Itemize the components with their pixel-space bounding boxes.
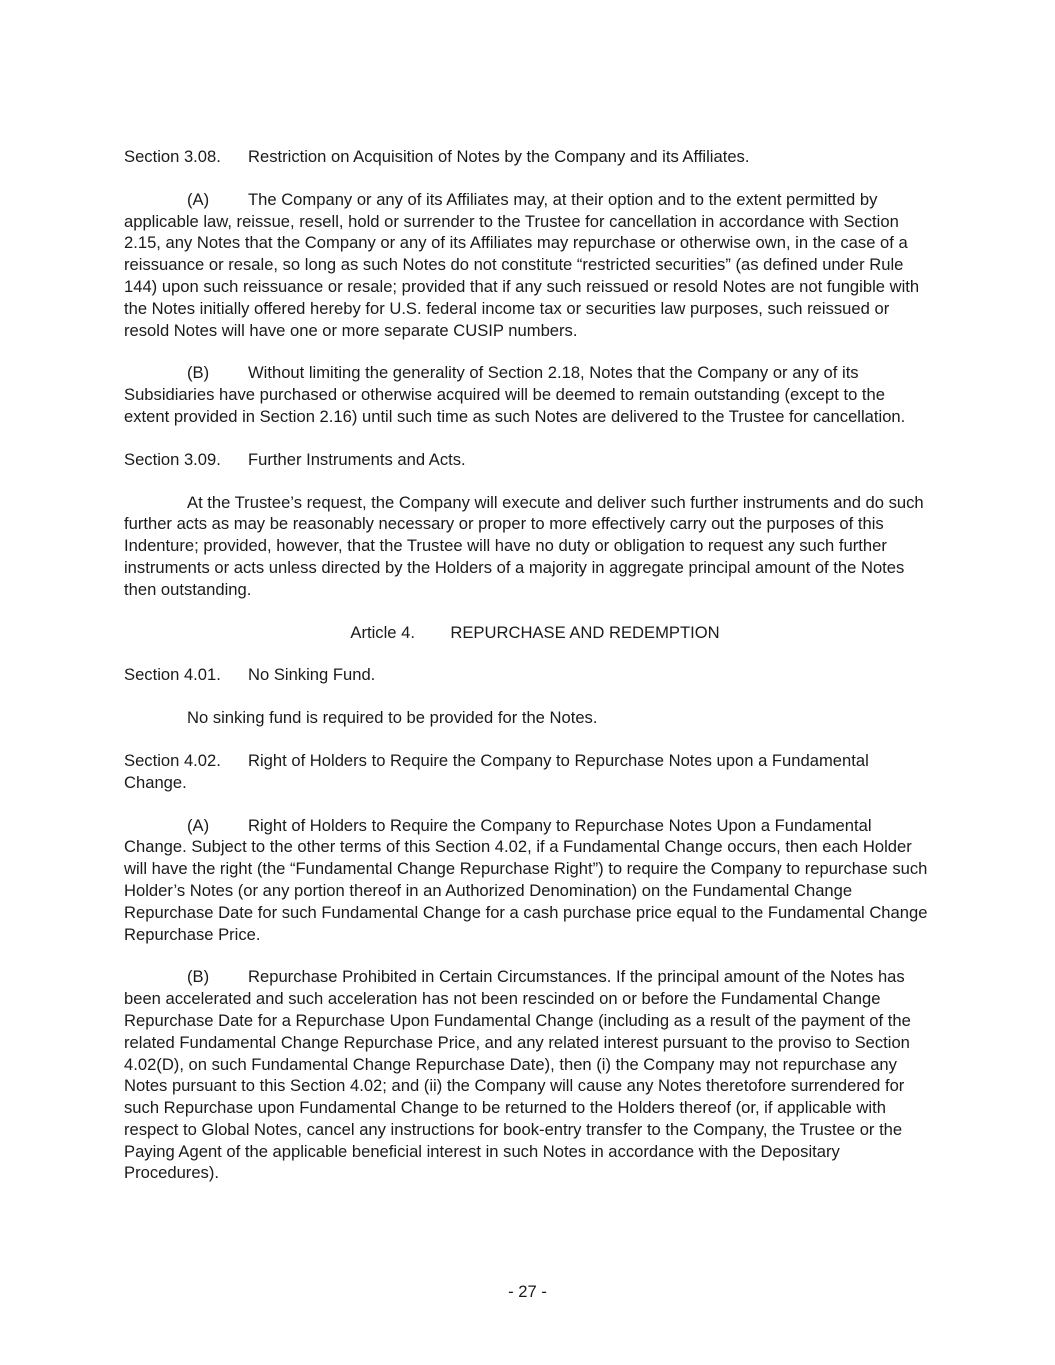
- paragraph-text: Right of Holders to Require the Company to Repurchase Notes Upon a Fundamental Change. Subject to the other terms of this Section 4.02, if a Fundamental Change occurs, then each Holder will have the right (the “Fundamental Change Repurchase Right”) to require the Company to repurchase such Holder’s Notes (or any portion thereof in an Authorized Denomination) on the Fundamental Change Repurchase Date for such Fundamental Change for a cash purchase price equal to the Fundamental Change Repurchase Price.: [124, 815, 928, 944]
- section-4-01-heading: [124, 664, 934, 686]
- paragraph-label: (A): [187, 815, 210, 835]
- section-3-08-paragraph-b: [124, 362, 934, 427]
- section-number: Section 3.09.: [124, 449, 221, 469]
- section-4-02-paragraph-a: [124, 815, 934, 946]
- section-4-02-paragraph-b: [124, 966, 934, 1184]
- section-4-02-heading: [124, 750, 934, 794]
- document-page: [124, 146, 934, 1205]
- paragraph-text: The Company or any of its Affiliates may, at their option and to the extent permitted by applicable law, reissue, resell, hold or surrender to the Trustee for cancellation in accordance with Section 2.15, any Notes that the Company or any of its Affiliates may repurchase or otherwise own, in the case of a reissuance or resale, so long as such Notes do not constitute “restricted securities” (as defined under Rule 144) upon such reissuance or resale; provided that if any such reissued or resold Notes are not fungible with the Notes initially offered hereby for U.S. federal income tax or securities law purposes, such reissued or resold Notes will have one or more separate CUSIP numbers.: [124, 189, 920, 340]
- paragraph-label: (A): [187, 189, 210, 209]
- section-title: Right of Holders to Require the Company to Repurchase Notes upon a Fundamental Change.: [124, 750, 869, 792]
- article-4-heading: [124, 622, 934, 644]
- section-3-08-paragraph-a: [124, 189, 934, 342]
- section-number: Section 3.08.: [124, 147, 221, 166]
- section-3-09-paragraph: [124, 492, 934, 601]
- article-title: REPURCHASE AND REDEMPTION: [450, 622, 720, 642]
- paragraph-text: Without limiting the generality of Section 2.18, Notes that the Company or any of its Subsidiaries have purchased or otherwise acquired will be deemed to remain outstanding (except to the extent provided in Section 2.16) until such time as such Notes are delivered to the Trustee for cancellation.: [124, 363, 906, 426]
- section-title: No Sinking Fund.: [248, 665, 376, 685]
- paragraph-label: (B): [187, 967, 210, 987]
- paragraph-text: At the Trustee’s request, the Company will execute and deliver such further instruments and do such further acts as may be reasonably necessary or proper to more effectively carry out the purposes of this Indenture; provided, however, that the Trustee will have no duty or obligation to request any such further instruments or acts unless directed by the Holders of a majority in aggregate principal amount of the Notes then outstanding.: [124, 492, 924, 599]
- section-title: Restriction on Acquisition of Notes by the Company and its Affiliates.: [248, 147, 750, 166]
- page-number: - 27 -: [508, 1282, 547, 1301]
- paragraph-text: No sinking fund is required to be provided for the Notes.: [187, 708, 598, 728]
- section-4-01-paragraph: [124, 707, 934, 729]
- section-title: Further Instruments and Acts.: [248, 449, 466, 469]
- section-number: Section 4.02.: [124, 750, 221, 770]
- article-number: Article 4.: [350, 622, 415, 642]
- section-3-09-heading: [124, 449, 934, 471]
- paragraph-label: (B): [187, 363, 210, 383]
- section-number: Section 4.01.: [124, 665, 221, 685]
- section-3-08-heading: [124, 146, 934, 168]
- paragraph-text: Repurchase Prohibited in Certain Circumstances. If the principal amount of the Notes has been accelerated and such acceleration has not been rescinded on or before the Fundamental Change Repurchase Date for a Repurchase Upon Fundamental Change (including as a result of the payment of the related Fundamental Change Repurchase Price, and any related interest pursuant to the proviso to Section 4.02(D), on such Fundamental Change Repurchase Date), then (i) the Company may not repurchase any Notes pursuant to this Section 4.02; and (ii) the Company will cause any Notes theretofore surrendered for such Repurchase upon Fundamental Change to be returned to the Holders thereof (or, if applicable with respect to Global Notes, cancel any instructions for book-entry transfer to the Company, the Trustee or the Paying Agent of the applicable beneficial interest in such Notes in accordance with the Depositary Procedures).: [124, 967, 911, 1183]
